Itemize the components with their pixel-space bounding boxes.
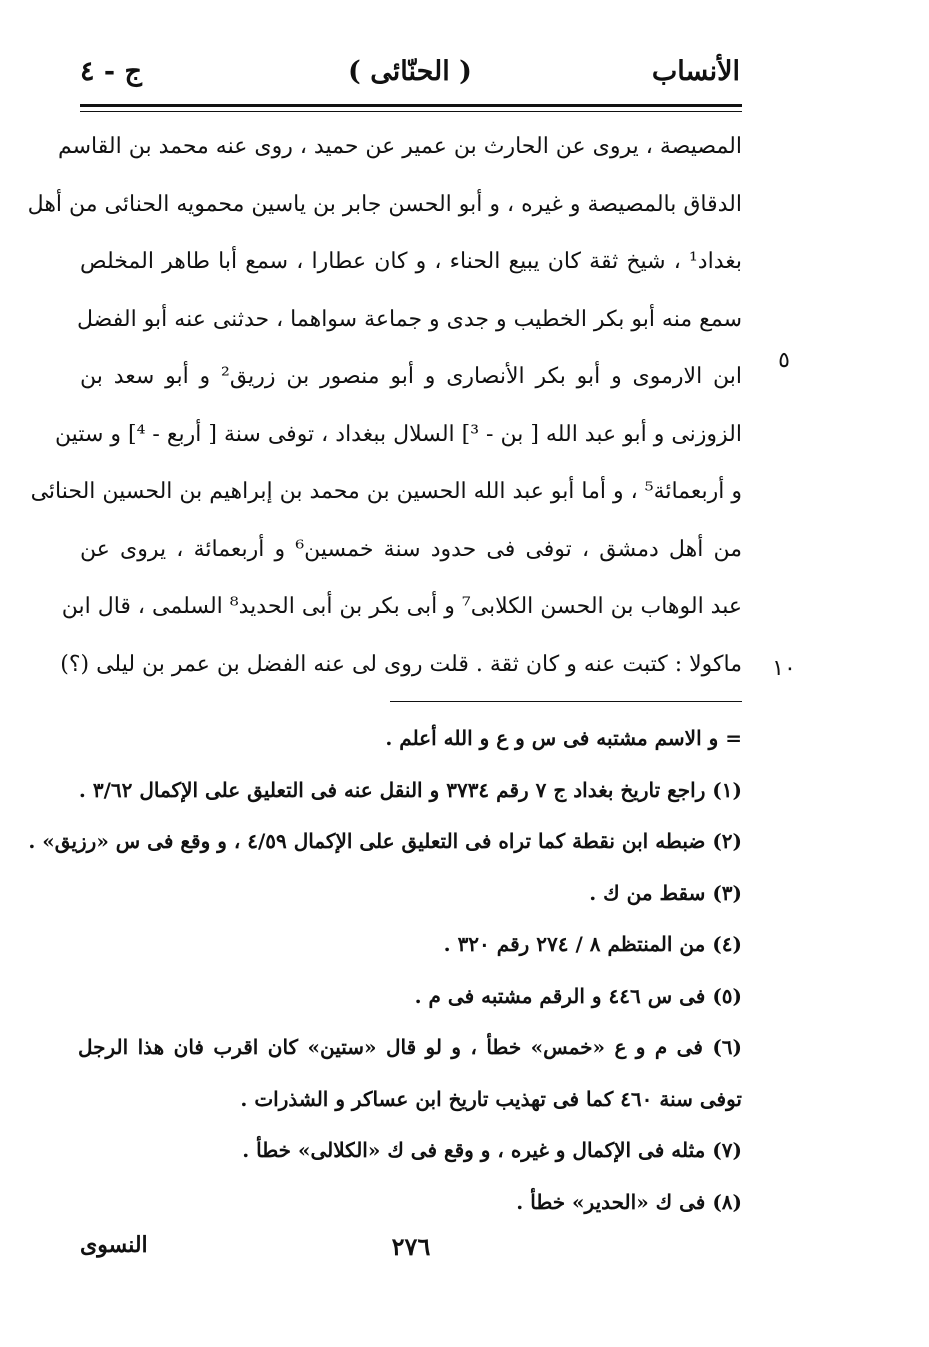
footnote-line: توفى سنة ٤٦٠ كما فى تهذيب تاريخ ابن عساكر و الشذرات . bbox=[240, 1086, 742, 1111]
line-number-10: ١٠ bbox=[772, 656, 796, 681]
page-footer bbox=[80, 1232, 742, 1268]
footnote-line: (٢) ضبطه ابن نقطة كما تراه فى التعليق على الإكمال ٤/٥٩ ، و وقع فى س «رزيق» . bbox=[28, 829, 742, 853]
footnote-line: (٤) من المنتظم ٨ / ٢٧٤ رقم ٣٢٠ . bbox=[443, 932, 742, 956]
text-line: و أربعمائة⁵ ، و أما أبو عبد الله الحسين بن محمد بن إبراهيم بن الحسين الحنائى bbox=[30, 479, 742, 504]
footnote-line: (٣) سقط من ك . bbox=[589, 880, 742, 905]
header-entry-title: ( الحنّائى ) bbox=[348, 56, 472, 87]
page-number: ٢٧٦ bbox=[391, 1232, 431, 1261]
header-book-title: الأنساب bbox=[651, 56, 740, 87]
text-line: ابن الارموى و أبو بكر الأنصارى و أبو منصور بن زريق² و أبو سعد بن bbox=[80, 364, 742, 389]
text-line: الدقاق بالمصيصة و غيره ، و أبو الحسن جابر بن ياسين محمويه الحنائى من أهل bbox=[27, 191, 742, 217]
text-line: بغداد¹ ، شيخ ثقة كان يبيع الحناء ، و كان عطارا ، سمع أبا طاهر المخلص bbox=[80, 249, 742, 274]
text-line: سمع منه أبو بكر الخطيب و جدى و جماعة سواهما ، حدثنى عنه أبو الفضل bbox=[77, 306, 742, 332]
text-line: ماكولا : كتبت عنه و كان ثقة . قلت روى لى عنه الفضل بن عمر بن ليلى (؟) bbox=[60, 651, 742, 677]
text-line: من أهل دمشق ، توفى فى حدود سنة خمسين⁶ و أربعمائة ، يروى عن bbox=[80, 536, 743, 562]
footnote-line: (١) راجع تاريخ بغداد ج ٧ رقم ٣٧٣٤ و النقل عنه فى التعليق على الإكمال ٣/٦٢ . bbox=[78, 777, 742, 802]
text-line: المصيصة ، يروى عن الحارث بن عمير عن حميد ، روى عنه محمد بن القاسم bbox=[57, 134, 742, 159]
running-header bbox=[80, 56, 740, 96]
header-rule-thick bbox=[80, 104, 742, 107]
footnote-line: (٦) فى م و ع «خمس» خطأ ، و لو قال «ستين» كان اقرب فان هذا الرجل bbox=[78, 1035, 742, 1059]
footnote-line: (٧) مثله فى الإكمال و غيره ، و وقع فى ك «الكلالى» خطأ . bbox=[242, 1138, 742, 1162]
footer-signature: النسوى bbox=[80, 1232, 148, 1258]
header-rule-thin bbox=[80, 111, 742, 112]
text-line: عبد الوهاب بن الحسن الكلابى⁷ و أبى بكر بن أبى الحديد⁸ السلمى ، قال ابن bbox=[61, 594, 742, 619]
footnote-line: (٨) فى ك «الحدير» خطأ . bbox=[516, 1189, 742, 1214]
main-text bbox=[27, 118, 743, 693]
text-line: الزوزنى و أبو عبد الله [ بن - ³] السلال ببغداد ، توفى سنة [ أربع - ⁴] و ستين bbox=[54, 421, 742, 447]
footnote-separator bbox=[390, 701, 742, 702]
footnotes bbox=[28, 713, 742, 1228]
line-number-5: ٥ bbox=[778, 348, 790, 373]
header-volume-number: ج - ٤ bbox=[80, 56, 142, 87]
footnote-line: (٥) فى س ٤٤٦ و الرقم مشتبه فى م . bbox=[414, 983, 742, 1008]
footnote-line: = و الاسم مشتبه فى س و ع و الله أعلم . bbox=[385, 726, 742, 750]
